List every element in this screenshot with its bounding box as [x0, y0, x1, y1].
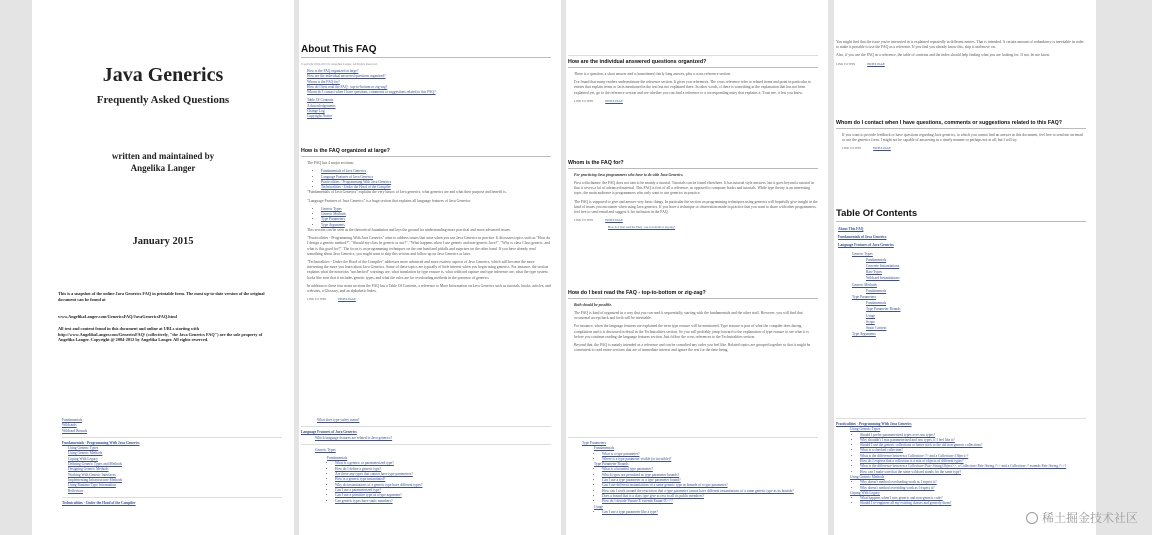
- lf-section-title[interactable]: Language Features of Java Generics: [301, 430, 357, 435]
- answers-page[interactable]: [566, 8, 828, 535]
- tp-fundamentals[interactable]: Fundamentals: [594, 446, 615, 451]
- org-list-item[interactable]: • Technicalities - Under the Hood of the Compiler: [321, 185, 551, 190]
- toc-item[interactable]: Static Context: [866, 326, 887, 331]
- prac-item[interactable]: • Why shouldn't I mix parameterized and raw types, if I feel like it?: [860, 438, 1086, 443]
- toc-item[interactable]: Fundamentals of Java Generics: [838, 235, 887, 240]
- index-page-link[interactable]: INDEX PAGE: [338, 297, 356, 302]
- link-wildcards[interactable]: Wildcards: [62, 423, 77, 428]
- watermark: [1026, 509, 1138, 526]
- lf-item[interactable]: • Can I use a parameterized type?: [335, 488, 551, 493]
- tp-items: [568, 452, 818, 463]
- prac-item[interactable]: • Should I use the generic collections or better stick to the old non-generic collections?: [860, 443, 1086, 448]
- footer-links: [836, 62, 1086, 66]
- divider: [301, 426, 551, 427]
- tp-item[interactable]: • Does a bound that is a class type give access to all its public members?: [602, 494, 818, 499]
- read-paragraph: The FAQ is kind of organized in a way that you can read it sequentially, starting with the fundamentals and the other stuff. However, you will find that occasional accept back and forth will be inevitable.: [574, 311, 803, 321]
- prac-item[interactable]: • How can I make sure that the same wildcard stands for the same type?: [860, 470, 1086, 475]
- left-rail: [0, 0, 32, 535]
- prac-item[interactable]: • How do I express that a collection is a mix of objects of different types?: [860, 459, 1086, 464]
- section-rule: [568, 67, 818, 68]
- lf-question-link[interactable]: Which language features are related to Java generics?: [315, 435, 393, 440]
- divider: [62, 437, 282, 438]
- org-list-item[interactable]: • Fundamentals of Java Generics: [321, 169, 551, 174]
- org-paragraph: "Practicalities - Programming With Java Generics" aims to address issues that arise when you use Java Generics in practice. It discusses topics such as "How do I design a generic method?", "Should my class be generic or not?", "What happens when I use generic and non-generic Java?", "Why is class Class generic, and what is this good for?". The focus is on programming techniques on the one hand and pitfalls and surprises on the other hand. If you have already read something about Java Generics, you might want to skip this section and follow up on Java Generics or later.: [307, 236, 551, 256]
- link-acknowledgements[interactable]: Acknowledgements: [307, 103, 336, 108]
- link-using-generic-types[interactable]: Using Generic Types: [68, 446, 99, 451]
- tp-item[interactable]: • Can I use a type parameter as a type parameter bound?: [602, 478, 818, 483]
- org-paragraph: "Technicalities - Under the Hood of the Compiler" addresses more advanced and more esoteric aspects of Java Generics, which will become the more interesting the more you learn about Java Generics. Some of these topics are typically of little interest when you begin using generics. For instance, the section explains what the notorious "unchecked" warnings are, what translation by type erasure is, what wildcard capture and type inference are, what the type system looks like now that it includes generic types, and what the rules are for overloading methods in the presence of generics.: [307, 260, 549, 280]
- written-by: written and maintained by: [111, 151, 215, 161]
- tp-item[interactable]: • Can I use a type parameter like a type?: [602, 510, 818, 515]
- toc-item[interactable]: Fundamentals: [866, 288, 887, 293]
- toc-item[interactable]: Type Arguments: [852, 332, 876, 337]
- footer-links: [307, 297, 551, 301]
- prac-section-title[interactable]: Practicalities - Programming With Java Generics: [836, 422, 912, 426]
- cover-page[interactable]: [32, 8, 294, 535]
- cover-note: [58, 291, 276, 302]
- toc-item[interactable]: Scope: [866, 319, 875, 324]
- link-to-this[interactable]: LINK TO THIS: [842, 146, 862, 151]
- link-designing-generic-methods[interactable]: Designing Generic Methods: [68, 467, 109, 472]
- link-to-this[interactable]: LINK TO THIS: [836, 61, 856, 66]
- tp-usage-items: [568, 510, 818, 515]
- tp-item[interactable]: • What is a type parameter?: [602, 452, 818, 457]
- prac-item[interactable]: • What is the difference between a Collection<Pair<String,Object>>, a Collection<Pair<String,?>> and a Collection<? extends Pair<String,?>>?: [860, 464, 1086, 469]
- title-rule: [301, 57, 551, 58]
- cover-url[interactable]: www.AngelikaLanger.com/GenericsFAQ/JavaGenericsFAQ.html: [58, 314, 177, 319]
- toc-item[interactable]: Usage: [866, 313, 875, 318]
- link-toc[interactable]: Table Of Contents: [307, 98, 334, 103]
- org-paragraph: "Fundamentals of Java Generics" explains the very basics of Java generics, what generics are and what their purpose and benefit is.: [307, 190, 507, 195]
- prac-item[interactable]: • Why doesn't method overriding work as I expect it?: [860, 486, 1086, 491]
- divider: [62, 497, 282, 498]
- link-to-this[interactable]: LINK TO THIS: [574, 98, 594, 103]
- footer-links: [574, 218, 818, 222]
- reference-paragraph: Also, if you use the FAQ as a reference, the table of contents and the index should help finding what you are looking for. If not, let me know.: [836, 53, 1051, 58]
- toc-item[interactable]: Concrete Instantiations: [866, 264, 900, 269]
- prac-item[interactable]: • What is a checked collection?: [860, 448, 1086, 453]
- snapshot-note: This is a snapshot of the online Java Generics FAQ in printable form. The most up-to-date version of the original document can be found at: [58, 291, 265, 302]
- toc-list: [836, 226, 1086, 337]
- link-coping-with-legacy[interactable]: Coping With Legacy: [68, 456, 98, 461]
- tp-bounds[interactable]: Type Parameter Bounds: [594, 462, 629, 467]
- toc-item[interactable]: Type Parameter Bounds: [866, 307, 901, 312]
- footer-links: [842, 146, 1086, 150]
- org-list-item[interactable]: • Practicalities - Programming With Java Generics: [321, 180, 551, 185]
- about-title: About This FAQ: [301, 44, 377, 55]
- toc-page[interactable]: [834, 8, 1096, 535]
- toc-item[interactable]: Language Features of Java Generics: [838, 243, 894, 248]
- divider: [568, 55, 818, 56]
- org-list: [307, 169, 551, 190]
- redundancy-paragraph: You might find that the issue you're interested in is explained repeatedly in different entries. That is intended. A certain amount of redundancy is inevitable in order to make it possible to use the FAQ as a reference. If you find you already know this, skip it and move on.: [836, 40, 1084, 50]
- org-list-item[interactable]: • Language Features of Java Generics: [321, 175, 551, 180]
- org-title: How is the FAQ organized at large?: [301, 148, 390, 154]
- lf-item[interactable]: • Can generic types have static members?: [335, 499, 551, 504]
- whom-paragraph: The FAQ is supposed to give and answer very basic things. In particular the section on programming techniques using generics will hopefully give insight in the kind of issues you encounter when using Java generics. If you have a technique or observation made in practice that you want to share with other programmers, feel free to send email and suggest it for inclusion in the FAQ.: [574, 199, 818, 215]
- index-page-link[interactable]: INDEX PAGE: [867, 61, 885, 66]
- read-paragraph: For instance, when the language features are explained the term type erasure will be mentioned. Type erasure is part of what the compiler does during compilation and it is discussed in detail in the Technicalities section. So you will probably jump forward to the explanation of type erasure to see what it is before you continue reading the language features section. Just follow the cross references to the Technicalities section.: [574, 324, 809, 339]
- tp-item[interactable]: • How do I decode 'Enum<E extends Enum<E>>'?: [602, 499, 818, 504]
- prac-item[interactable]: • Why doesn't method overloading work as I expect it?: [860, 480, 1086, 485]
- right-rail: [1096, 0, 1152, 535]
- prac-item[interactable]: • What happens when I mix generic and non-generic code?: [860, 496, 1086, 501]
- org-intro: The FAQ has 4 major sections:: [307, 161, 355, 165]
- juejin-logo-icon: [1026, 512, 1038, 524]
- toc-title: Table Of Contents: [836, 208, 918, 219]
- read-lead: Both should be possible.: [574, 303, 612, 307]
- footer-links: [574, 99, 818, 103]
- divider: [836, 418, 1086, 419]
- q-link-organized[interactable]: How is the FAQ organized at large?: [307, 69, 359, 73]
- cover-subtitle: Frequently Asked Questions: [96, 94, 230, 106]
- toc-item[interactable]: About This FAQ: [838, 227, 864, 231]
- about-page[interactable]: [299, 8, 561, 535]
- lf-item[interactable]: • Why do instantiations of a generic type have different types?: [335, 483, 551, 488]
- cover-title: Java Generics: [102, 64, 224, 86]
- prac-item[interactable]: • What is the difference between a Collection<?> and a Collection<Object>?: [860, 454, 1086, 459]
- cover-date: January 2015: [132, 236, 194, 247]
- link-runtime-type-info[interactable]: Using Runtime Type Information: [68, 483, 116, 488]
- divider: [568, 437, 818, 438]
- title-rule: [836, 221, 1086, 222]
- link-wildcard-bounds[interactable]: Wildcard Bounds: [62, 428, 88, 433]
- lf-item[interactable]: • How do I define a generic type?: [335, 467, 551, 472]
- org-paragraph: "Language Features of Java Generics" is a huge section that explains all language features of Java Generics:: [307, 198, 472, 203]
- toc-item[interactable]: Fundamentals: [866, 257, 887, 262]
- org-list-item[interactable]: • Generic Types: [321, 207, 551, 212]
- link-reflection[interactable]: Reflection: [68, 488, 83, 493]
- org-paragraph: This section can be seen as the theoretical foundation and lays the ground for understanding more practical and more advanced issues.: [307, 227, 511, 232]
- link-defining-generic-types[interactable]: Defining Generic Types and Methods: [68, 462, 122, 467]
- read-title: How do I best read the FAQ - top-to-bottom or zig-zag?: [568, 290, 706, 296]
- lf-item[interactable]: • Can I use a primitive type as a type argument?: [335, 493, 551, 498]
- section-rule: [568, 298, 818, 299]
- toc-item[interactable]: Type Parameters: [852, 295, 876, 300]
- link-copyright-notice[interactable]: Copyright Notice: [307, 114, 333, 119]
- author-name: Angelika Langer: [130, 163, 196, 173]
- index-page-link[interactable]: INDEX PAGE: [605, 98, 623, 103]
- q-title: How are the individual answered questions organized?: [568, 59, 707, 65]
- link-generic-interfaces[interactable]: Working With Generic Interfaces: [68, 472, 116, 477]
- contact-title: Whom do I contact when I have questions, comments or suggestions related to this FAQ?: [836, 120, 1063, 126]
- prac-coping-with-legacy[interactable]: Coping With Legacy: [850, 490, 880, 495]
- lf-item[interactable]: • How is a generic type instantiated?: [335, 477, 551, 482]
- toc-item[interactable]: Generic Methods: [852, 282, 877, 287]
- prac-items: [836, 433, 1086, 475]
- toc-item[interactable]: Raw Types: [866, 270, 882, 275]
- index-page-link[interactable]: INDEX PAGE: [873, 146, 891, 151]
- prac-item[interactable]: • Should I prefer parameterized types over raw types?: [860, 433, 1086, 438]
- section-rule: [568, 168, 818, 169]
- next-question-link[interactable]: How do I best read the FAQ - top-to-bottom or zig-zag?: [608, 225, 676, 230]
- org-list-item[interactable]: • Generic Methods: [321, 212, 551, 217]
- tp-item[interactable]: • Which types are permitted as type parameter bounds?: [602, 473, 818, 478]
- whom-title: Whom is the FAQ for?: [568, 160, 624, 166]
- tp-item[interactable]: • What is a bounded type parameter?: [602, 467, 818, 472]
- cover-author-block: [32, 150, 294, 174]
- link-change-log[interactable]: Change Log: [307, 109, 325, 114]
- lf-fundamentals[interactable]: Fundamentals: [327, 456, 348, 461]
- lf-items: [301, 461, 551, 503]
- whom-lead: For practicing Java programmers who have to do with Java Generics.: [574, 173, 684, 177]
- contact-paragraph: If you want to provide feedback or have questions regarding Java generics, to which you cannot find an answer in this document, feel free to send me an email or use the generics form. I might not be capable of answering in a timely manner or perhaps not at all, but I will try.: [842, 133, 1084, 143]
- link-infrastructure-methods[interactable]: Implementing Infrastructure Methods: [68, 477, 123, 482]
- tp-item[interactable]: • Where is a type parameter visible (or invisible)?: [602, 457, 818, 462]
- link-fundamentals[interactable]: Fundamentals: [62, 418, 83, 422]
- about-copyright: Copyright 2004-2015 by Angelika Langer. All Rights Reserved.: [301, 62, 378, 66]
- prac-using-generic-methods[interactable]: Using Generic Methods: [850, 474, 885, 479]
- org-paragraph: In addition to these four main sections the FAQ has a Table Of Contents, a reference to More Information on Java Generics such as tutorials, books, articles, and websites, a Glossary, and an alphabetic Index.: [307, 283, 551, 294]
- org-list-item[interactable]: • Type Arguments: [321, 223, 551, 228]
- link-using-generic-methods[interactable]: Using Generic Methods: [68, 451, 103, 456]
- link-to-this[interactable]: LINK TO THIS: [574, 218, 594, 223]
- lf-item[interactable]: • What is a generic or parameterized type?: [335, 461, 551, 466]
- section-rule: [836, 128, 1086, 129]
- section-rule: [301, 156, 551, 157]
- toc-item[interactable]: Wildcard Instantiations: [866, 276, 900, 281]
- lf-generic-types[interactable]: Generic Types: [315, 447, 336, 452]
- index-page-link[interactable]: INDEX PAGE: [605, 218, 623, 223]
- prac-items-2: [836, 480, 1086, 491]
- section-practicalities[interactable]: Fundamentals - Programming With Java Generics: [62, 440, 140, 445]
- toc-item[interactable]: Fundamentals: [866, 301, 887, 306]
- q-link-individual[interactable]: How are the individual answered questions organized?: [307, 74, 386, 79]
- q-paragraph: I've found that many readers underestimate the reference section. It gives you references. The cross reference refer to related items and point in particular to entries that explain terms or facts mentioned in the text but not explained there. In other words, if there is something in the explanation that has not been explained yet, go to the reference section and see whether you can find a reference to a corresponding entry that explains it. Trust me, it lets you know.: [574, 80, 811, 95]
- watermark-text: 稀土掘金技术社区: [1041, 511, 1138, 525]
- tp-bound-items: [568, 467, 818, 504]
- tp-item[interactable]: • How can I work around the restriction that a type parameter cannot have different instantiations of a same generic type as its bounds?: [602, 489, 818, 494]
- q-link-whom[interactable]: Whom is the FAQ for?: [307, 79, 340, 84]
- q-paragraph: There is a question, a short answer and a (sometimes) fairly long answer, plus a cross reference section.: [574, 72, 732, 76]
- prac-item[interactable]: • Should I re-engineer all my existing classes and generify them?: [860, 501, 1086, 506]
- link-to-this[interactable]: LINK TO THIS: [307, 297, 327, 302]
- tp-usage[interactable]: Usage: [594, 504, 603, 509]
- lf-item[interactable]: • Are there any types that cannot have type parameters?: [335, 472, 551, 477]
- tp-item[interactable]: • Can I use different instantiations of a same generic type as bounds of a type parameter?: [602, 483, 818, 488]
- cover-links: [62, 418, 282, 506]
- q-link-read[interactable]: How do I best read the FAQ - top-to-bottom or zig-zag?: [307, 84, 388, 89]
- prac-items-3: [836, 496, 1086, 507]
- type-safety-link[interactable]: What does type-safety mean?: [317, 418, 360, 422]
- tp-section-title[interactable]: Type Parameters: [582, 441, 606, 445]
- prac-using-generic-types[interactable]: Using Generic Types: [850, 427, 881, 432]
- q-link-contact[interactable]: Whom do I contact when I have questions, comments or suggestions related to this FAQ?: [307, 90, 436, 95]
- toc-item[interactable]: Generic Types: [852, 251, 873, 256]
- org-list-2: [307, 207, 551, 228]
- read-paragraph: Beyond that, the FAQ is mainly intended as a reference and can be consulted any order you feel like. Related topics are grouped together so that it might be convenient to read entire sections that are of immediate interest and ignore the rest for the time being.: [574, 343, 811, 353]
- copyright-note: All text and content found in this document and online at URLs starting with http://www.AngelikaLanger.com/GenericsFAQ/ (collectively, "the Java Generics FAQ") are the sole property of Angelika Langer. Copyright @ 2004-2012 by Angelika Langer. All rights reserved.: [58, 326, 263, 343]
- org-list-item[interactable]: • Type Parameters: [321, 217, 551, 222]
- divider: [301, 444, 551, 445]
- section-technicalities[interactable]: Technicalities - Under the Hood of the Compiler: [62, 500, 136, 505]
- whom-paragraph: First a disclaimer: the FAQ does not aim to be mainly a tutorial. Tutorials can be found elsewhere. It has tutorial style answers, but it goes beyond a tutorial in that it covers a lot of advanced material. This FAQ is first of all a reference, as opposed to computer books and tutorials. While type theory is an interesting topic, the main audience is programmers who only want to use generics in practice.: [574, 181, 814, 196]
